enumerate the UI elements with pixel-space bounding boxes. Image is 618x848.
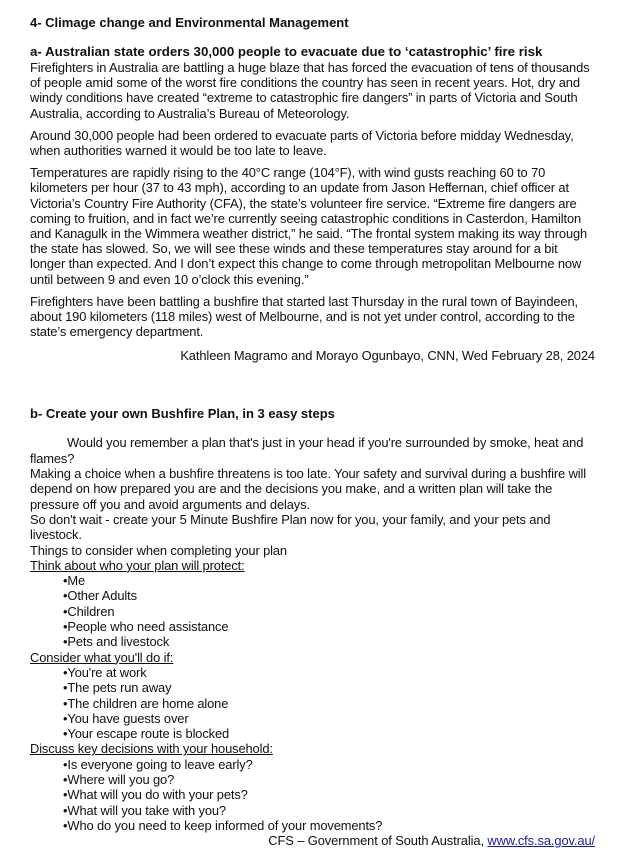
intro-line: Things to consider when completing your plan	[30, 542, 287, 558]
section-title: 4- Climage change and Environmental Management	[30, 15, 349, 30]
list-item: • Other Adults	[63, 588, 595, 603]
list-item: • Your escape route is blocked	[63, 726, 595, 741]
article-a	[30, 44, 595, 363]
list-item: • You're at work	[63, 665, 595, 680]
list-consider	[30, 665, 595, 741]
intro-line: Would you remember a plan that's just in your head if you're surrounded by smoke, heat and flames?	[30, 435, 584, 466]
list-item: • The pets run away	[63, 680, 595, 695]
list-item: • Who do you need to keep informed of your movements?	[63, 818, 595, 833]
list-item: • People who need assistance	[63, 619, 595, 634]
article-a-title: a- Australian state orders 30,000 people to evacuate due to ‘catastrophic’ fire risk	[30, 44, 543, 59]
article-b-intro	[30, 435, 595, 848]
list-discuss	[30, 757, 595, 833]
intro-line: So don't wait - create your 5 Minute Bushfire Plan now for you, your family, and your pets and livestock.	[30, 511, 551, 543]
intro-line: Making a choice when a bushfire threatens is too late. Your safety and survival during a bushfire will depend on how prepared you are and the decisions you make, and a written plan will take the pressure off you and avoid arguments and delays.	[30, 466, 586, 512]
article-a-paragraph: Firefighters have been battling a bushfire that started last Thursday in the rural town of Bayindeen, about 190 kilometers (118 miles) west of Melbourne, and is not yet under control, according to the state’s emergency department.	[30, 293, 578, 340]
list-item: • You have guests over	[63, 711, 595, 726]
list-item: • Is everyone going to leave early?	[63, 757, 595, 772]
document-page	[30, 15, 595, 848]
source-text: CFS – Government of South Australia,	[268, 833, 488, 848]
article-a-paragraph: Temperatures are rapidly rising to the 40°C range (104°F), with wind gusts reaching 60 to 70 kilometers per hour (37 to 43 mph), according to an update from Jason Heffernan, chief officer at Victoria’s Country Fire Authority (CFA), the state’s volunteer fire service. “Extreme fire dangers are coming to fruition, and in fact we’re currently seeing catastrophic conditions in Casterdon, Hamilton and Kanagulk in the Wimmera weather district,” he said. “The frontal system making its way through the state has slowed. So, we will see these winds and these temperatures stay around for a bit longer than expected. And I don’t expect this change to come through metropolitan Melbourne now until between 9 and even 10 o’clock this evening.”	[30, 165, 588, 287]
article-b-title: b- Create your own Bushfire Plan, in 3 easy steps	[30, 406, 335, 422]
source-credit	[30, 833, 595, 848]
article-a-byline: Kathleen Magramo and Morayo Ogunbayo, CNN, Wed February 28, 2024	[180, 348, 595, 364]
list-item: • Me	[63, 573, 595, 588]
list-item: • Children	[63, 604, 595, 619]
list-item: • What will you take with you?	[63, 803, 595, 818]
list-item: • The children are home alone	[63, 696, 595, 711]
list-item: • What will you do with your pets?	[63, 787, 595, 802]
article-a-paragraph: Firefighters in Australia are battling a huge blaze that has forced the evacuation of tens of thousands of people amid some of the worst fire conditions the country has seen in recent years. Hot, dry and windy conditions have created “extreme to catastrophic fire dangers” in parts of Victoria and South Australia, according to Australia’s Bureau of Meteorology.	[30, 60, 590, 121]
list-heading-protect: Think about who your plan will protect:	[30, 557, 245, 573]
list-heading-discuss: Discuss key decisions with your household:	[30, 741, 273, 757]
article-b	[30, 406, 595, 848]
source-link[interactable]: www.cfs.sa.gov.au/	[487, 833, 595, 848]
list-item: • Pets and livestock	[63, 634, 595, 649]
list-item: • Where will you go?	[63, 772, 595, 787]
article-a-paragraph: Around 30,000 people had been ordered to evacuate parts of Victoria before midday Wednesday, when authorities warned it would be too late to leave.	[30, 127, 574, 159]
list-heading-consider: Consider what you'll do if:	[30, 649, 174, 665]
list-protect	[30, 573, 595, 649]
